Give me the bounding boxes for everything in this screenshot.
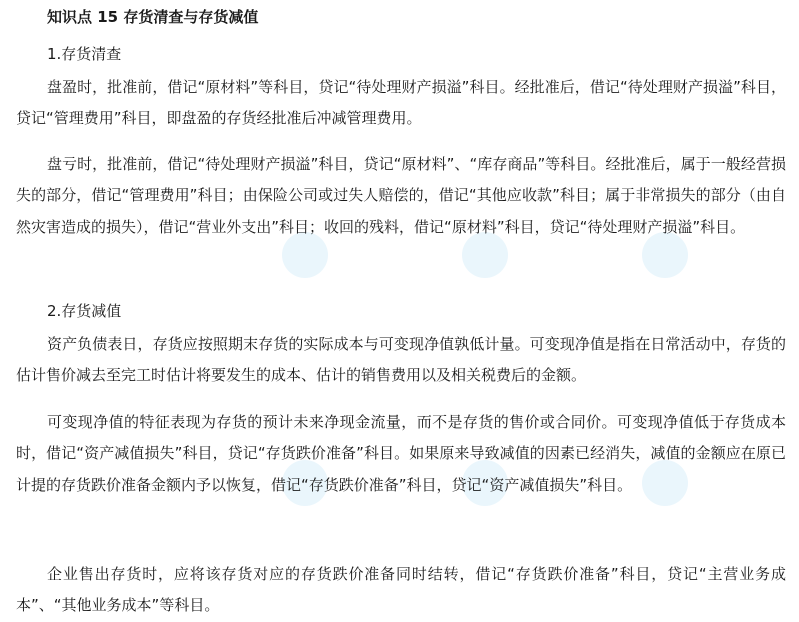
page-title: 知识点 15 存货清查与存货减值 [47, 8, 259, 26]
section-heading-inventory-count: 1.存货清查 [47, 45, 122, 63]
paragraph-impairment-entries: 可变现净值的特征表现为存货的预计未来净现金流量，而不是存货的售价或合同价。可变现净值低于存货成本时，借记“资产减值损失”科目，贷记“存货跌价准备”科目。如果原来导致减值的因素已经消失，减值的金额应在原已计提的存货跌价准备金额内予以恢复，借记“存货跌价准备”科目，贷记“资产减值损失”科目。 [16, 413, 786, 494]
paragraph-surplus: 盘盈时，批准前，借记“原材料”等科目，贷记“待处理财产损溢”科目。经批准后，借记“待处理财产损溢”科目，贷记“管理费用”科目，即盘盈的存货经批准后冲减管理费用。 [16, 78, 786, 128]
paragraph-shortage: 盘亏时，批准前，借记“待处理财产损溢”科目，贷记“原材料”、“库存商品”等科目。经批准后，属于一般经营损失的部分，借记“管理费用”科目；由保险公司或过失人赔偿的，借记“其他应收款”科目；属于非常损失的部分（由自然灾害造成的损失），借记“营业外支出”科目；收回的残料，借记“原材料”科目，贷记“待处理财产损溢”科目。 [16, 155, 786, 236]
paragraph-net-realizable-value: 资产负债表日，存货应按照期末存货的实际成本与可变现净值孰低计量。可变现净值是指在日常活动中，存货的估计售价减去至完工时估计将要发生的成本、估计的销售费用以及相关税费后的金额。 [16, 335, 786, 385]
paragraph-sale-transfer: 企业售出存货时，应将该存货对应的存货跌价准备同时结转，借记“存货跌价准备”科目，贷记“主营业务成本”、“其他业务成本”等科目。 [16, 565, 786, 615]
section-heading-inventory-impairment: 2.存货减值 [47, 302, 122, 320]
